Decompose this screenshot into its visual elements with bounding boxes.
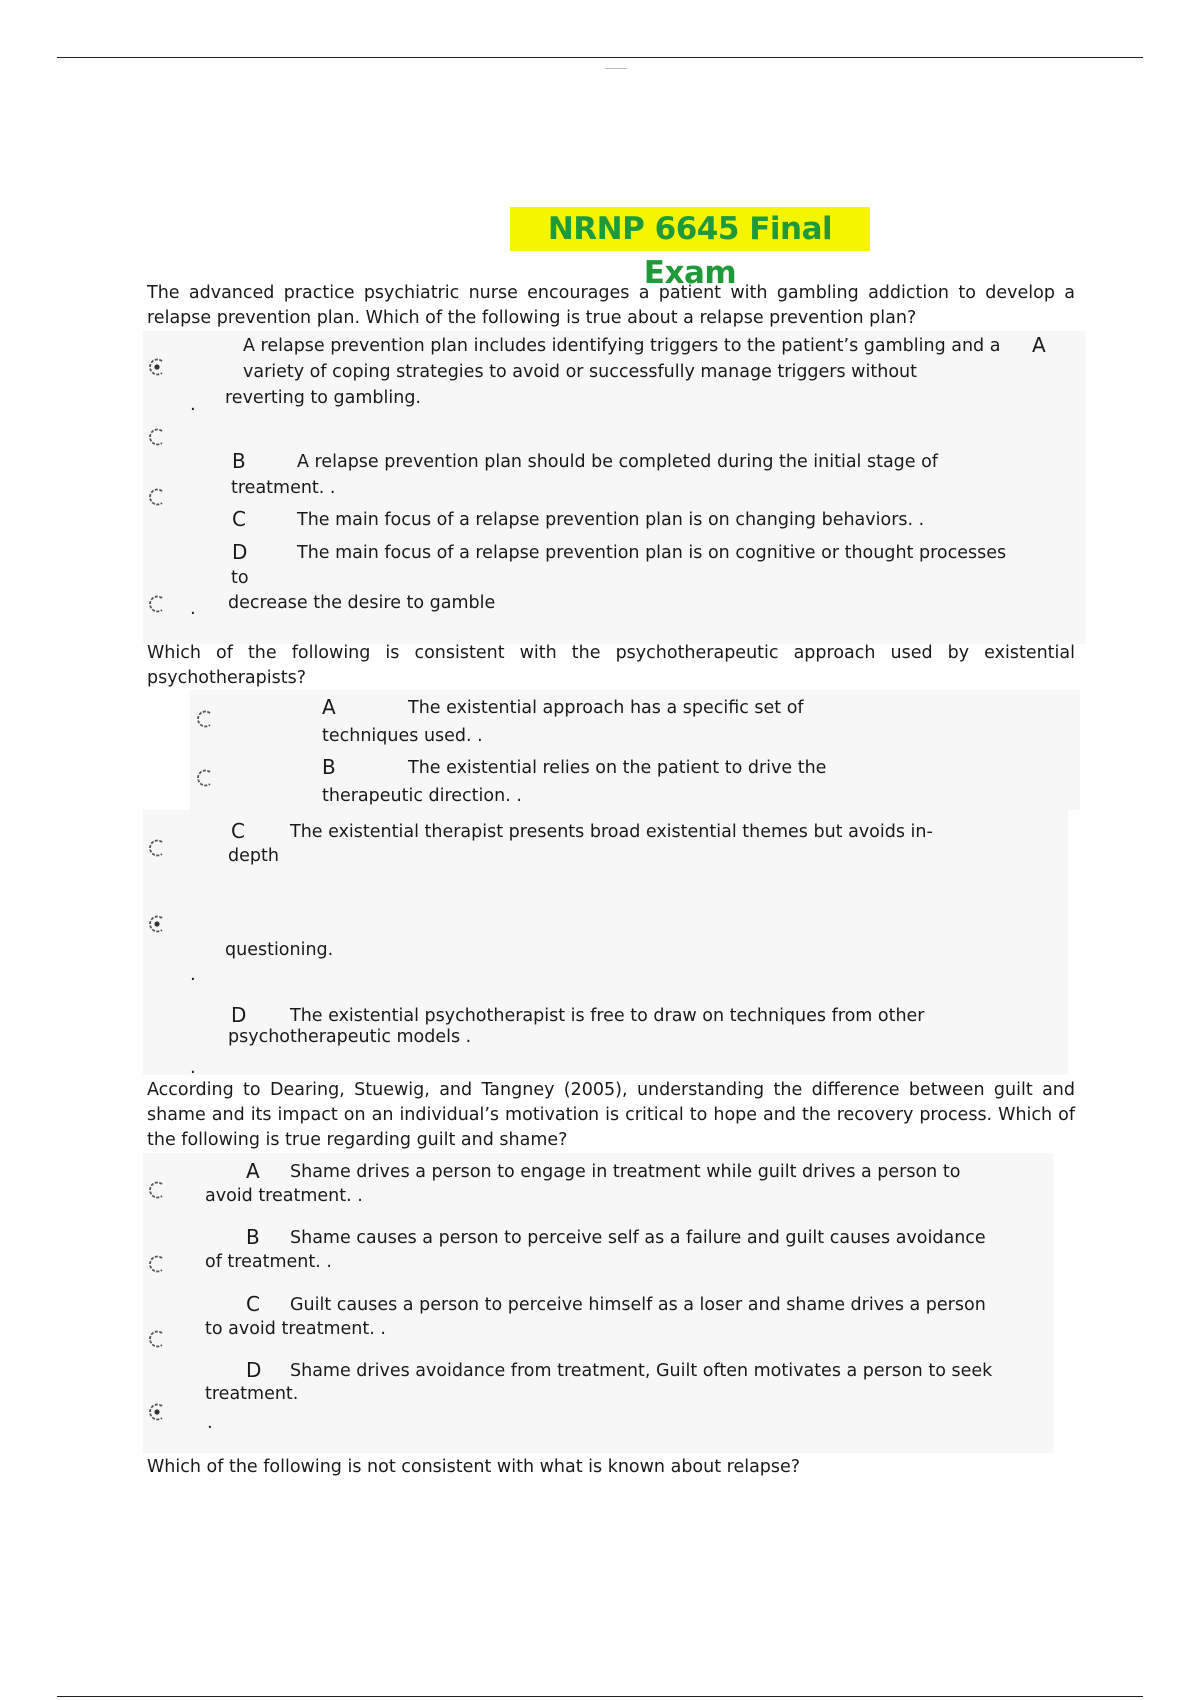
footer-rule [57, 1696, 1143, 1697]
q2-option-c-line-3: questioning. [225, 940, 334, 960]
q3-option-d-letter: D [246, 1358, 262, 1382]
q3-option-c-letter: C [246, 1292, 260, 1316]
q3-option-d-radio[interactable] [147, 1402, 167, 1422]
q3-option-c-line-2: to avoid treatment. . [205, 1319, 386, 1339]
q1-option-b-line-2: treatment. . [231, 478, 336, 498]
q1-option-d-radio[interactable] [147, 594, 167, 614]
q2-option-d-radio[interactable] [147, 914, 167, 934]
radio-unselected-icon [195, 768, 215, 788]
q2-option-a-line-2: techniques used. . [322, 726, 483, 746]
q3-option-a-line-1: Shame drives a person to engage in treatment while guilt drives a person to [290, 1162, 961, 1182]
radio-unselected-icon [147, 1180, 167, 1200]
q2-option-b-line-2: therapeutic direction. . [322, 786, 522, 806]
radio-selected-icon [147, 1402, 167, 1422]
q1-option-d-letter: D [232, 540, 248, 564]
question-4-stem: Which of the following is not consistent with what is known about relapse? [147, 1457, 801, 1477]
q3-option-b-line-2: of treatment. . [205, 1252, 332, 1272]
q1-option-a-line-3: reverting to gambling. [225, 388, 421, 408]
q1-option-c-letter: C [232, 507, 246, 531]
q1-option-b-line-1: A relapse prevention plan should be completed during the initial stage of [297, 452, 938, 472]
page-title: NRNP 6645 Final Exam [510, 207, 870, 251]
radio-unselected-icon [147, 594, 167, 614]
q3-option-d-line-2: treatment. [205, 1384, 299, 1404]
q3-option-c-radio[interactable] [147, 1329, 167, 1349]
q1-option-d-line-3: decrease the desire to gamble [228, 593, 496, 613]
radio-unselected-icon [147, 487, 167, 507]
q2-option-d-line-2: psychotherapeutic models . [228, 1027, 472, 1047]
q2-option-d-letter: D [231, 1003, 247, 1027]
q2-option-a-line-1: The existential approach has a specific set of [408, 698, 804, 718]
q3-option-b-radio[interactable] [147, 1254, 167, 1274]
q2-option-c-letter: C [231, 819, 245, 843]
q1-option-c-radio[interactable] [147, 487, 167, 507]
question-3-stem: According to Dearing, Stuewig, and Tangney (2005), understanding the difference between guilt and shame and its impact on an individual’s motivation is critical to hope and the recovery process. Which of the following is true regarding guilt and shame? [147, 1080, 1075, 1150]
q1-bullet-2: . [190, 598, 196, 619]
q2-option-b-letter: B [322, 755, 336, 779]
q1-option-a-letter: A [1032, 333, 1046, 357]
q1-option-a-radio[interactable] [147, 357, 167, 377]
header-mark [605, 68, 627, 69]
radio-unselected-icon [147, 838, 167, 858]
q1-option-d-line-2: to [231, 568, 249, 588]
q3-option-a-line-2: avoid treatment. . [205, 1186, 363, 1206]
question-1-stem: The advanced practice psychiatric nurse encourages a patient with gambling addiction to develop a relapse prevention plan. Which of the following is true about a relapse prevention plan? [147, 283, 1075, 328]
q2-bullet-2: . [190, 1057, 196, 1078]
q2-option-c-line-1: The existential therapist presents broad existential themes but avoids in- [290, 822, 933, 842]
q1-bullet-1: . [190, 394, 196, 415]
radio-unselected-icon [147, 1254, 167, 1274]
q2-option-a-radio[interactable] [195, 709, 215, 729]
question-2-stem: Which of the following is consistent with the psychotherapeutic approach used by existential psychotherapists? [147, 643, 1075, 688]
q2-bullet-1: . [190, 964, 196, 985]
q2-option-c-line-2: depth [228, 846, 279, 866]
q1-option-a-line-2: variety of coping strategies to avoid or successfully manage triggers without [243, 362, 917, 382]
radio-unselected-icon [195, 709, 215, 729]
q3-option-d-line-1: Shame drives avoidance from treatment, Guilt often motivates a person to seek [290, 1361, 993, 1381]
q1-option-d-line-1: The main focus of a relapse prevention plan is on cognitive or thought processes [297, 543, 1007, 563]
q1-option-b-letter: B [232, 449, 246, 473]
q2-option-b-line-1: The existential relies on the patient to drive the [408, 758, 827, 778]
q2-option-b-radio[interactable] [195, 768, 215, 788]
q2-option-c-radio[interactable] [147, 838, 167, 858]
q1-option-a-line-1: A relapse prevention plan includes identifying triggers to the patient’s gambling and a [243, 336, 1001, 356]
header-rule [57, 57, 1143, 58]
q3-option-c-line-1: Guilt causes a person to perceive himself as a loser and shame drives a person [290, 1295, 986, 1315]
q3-bullet-1: . [207, 1412, 213, 1433]
q3-option-b-letter: B [246, 1225, 260, 1249]
radio-selected-icon [147, 357, 167, 377]
q3-option-a-radio[interactable] [147, 1180, 167, 1200]
q3-option-b-line-1: Shame causes a person to perceive self as a failure and guilt causes avoidance [290, 1228, 986, 1248]
q1-option-b-radio[interactable] [147, 427, 167, 447]
q2-option-a-letter: A [322, 695, 336, 719]
radio-selected-icon [147, 914, 167, 934]
q2-option-d-line-1: The existential psychotherapist is free to draw on techniques from other [290, 1006, 925, 1026]
radio-unselected-icon [147, 427, 167, 447]
q1-option-c-line-1: The main focus of a relapse prevention plan is on changing behaviors. . [297, 510, 925, 530]
q3-option-a-letter: A [246, 1159, 260, 1183]
radio-unselected-icon [147, 1329, 167, 1349]
